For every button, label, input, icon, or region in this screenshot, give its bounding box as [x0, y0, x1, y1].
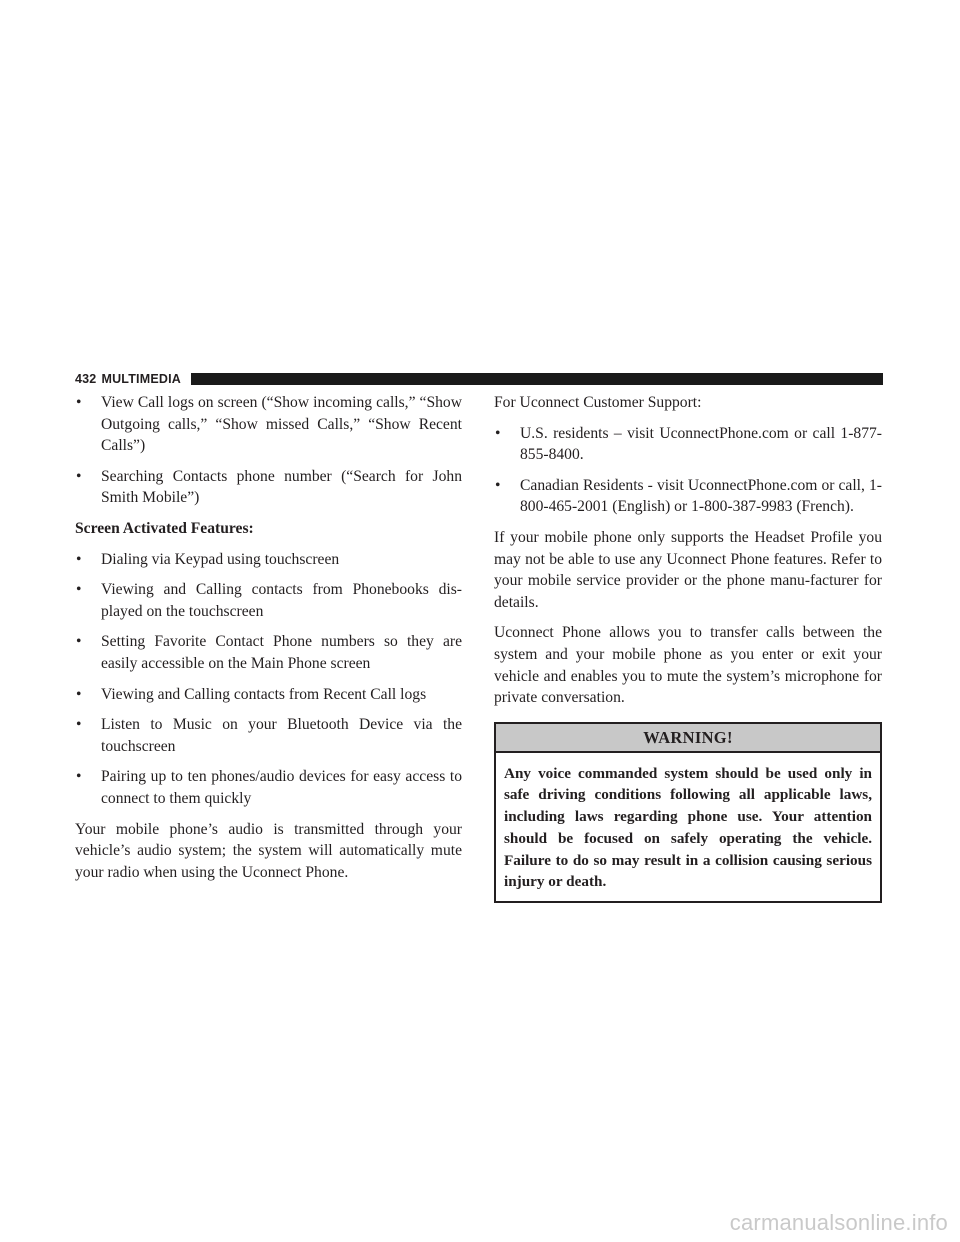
page-header	[75, 372, 883, 386]
audio-paragraph: Your mobile phone’s audio is transmitted through your vehicle’s audio system; the system will automatically mute your radio when using the Uconnect Phone.	[75, 820, 462, 881]
bullet-icon: •	[76, 716, 82, 734]
bullet-icon: •	[76, 633, 82, 651]
section-subheading: Screen Activated Features:	[75, 519, 254, 537]
warning-box	[494, 722, 882, 903]
list-item: • Listen to Music on your Bluetooth Device via the touchscreen	[76, 716, 462, 755]
watermark: carmanualsonline.info	[729, 1210, 948, 1235]
list-item: • Dialing via Keypad using touchscreen	[75, 549, 462, 571]
left-column	[75, 392, 462, 892]
support-intro: For Uconnect Customer Support:	[494, 394, 702, 411]
screen-features-list	[75, 549, 462, 810]
list-item: • Pairing up to ten phones/audio devices for easy access to connect to them quickly	[76, 768, 462, 807]
bullet-icon: •	[76, 394, 82, 411]
list-item: • Viewing and Calling contacts from Recent Call logs	[75, 684, 462, 706]
list-item: • U.S. residents – visit UconnectPhone.com or call 1-877-855-8400.	[495, 424, 882, 464]
bullet-icon: •	[495, 476, 501, 494]
right-column	[494, 392, 882, 903]
bullet-icon: •	[76, 581, 82, 599]
bullet-icon: •	[76, 685, 82, 703]
voice-features-list	[75, 392, 462, 509]
warning-text: Any voice commanded system should be used only in safe driving conditions following all applicable laws, including laws regarding phone use. Your attention should be focused on safely operating the vehicle. Failure to do so may result in a collision causing serious injury or death.	[504, 764, 872, 891]
section-title: MULTIMEDIA	[101, 372, 182, 386]
headset-paragraph: If your mobile phone only supports the Headset Profile you may not be able to use any Uconnect Phone features. Refer to your mobile service provider or the phone manu-facturer for details.	[494, 528, 882, 611]
warning-title: WARNING!	[496, 724, 880, 753]
page-number: 432	[75, 372, 97, 386]
list-item: • Setting Favorite Contact Phone numbers so they are easily accessible on the Main Phone screen	[76, 633, 462, 672]
support-list	[494, 423, 882, 518]
bullet-icon: •	[495, 424, 501, 442]
list-item: • Canadian Residents - visit UconnectPhone.com or call, 1-800-465-2001 (English) or 1-800-387-9983 (French).	[495, 476, 882, 516]
transfer-paragraph: Uconnect Phone allows you to transfer calls between the system and your mobile phone as you enter or exit your vehicle and enables you to mute the system’s microphone for private conversation.	[494, 624, 882, 707]
list-item: • View Call logs on screen (“Show incoming calls,” “Show Outgoing calls,” “Show missed Calls,” “Show Recent Calls”)	[76, 394, 462, 455]
list-item: • Viewing and Calling contacts from Phonebooks dis-played on the touchscreen	[76, 581, 462, 620]
bullet-icon: •	[76, 550, 82, 568]
bullet-icon: •	[76, 467, 82, 485]
bullet-icon: •	[76, 768, 82, 786]
header-rule	[191, 373, 883, 385]
list-item: • Searching Contacts phone number (“Search for John Smith Mobile”)	[76, 467, 462, 507]
